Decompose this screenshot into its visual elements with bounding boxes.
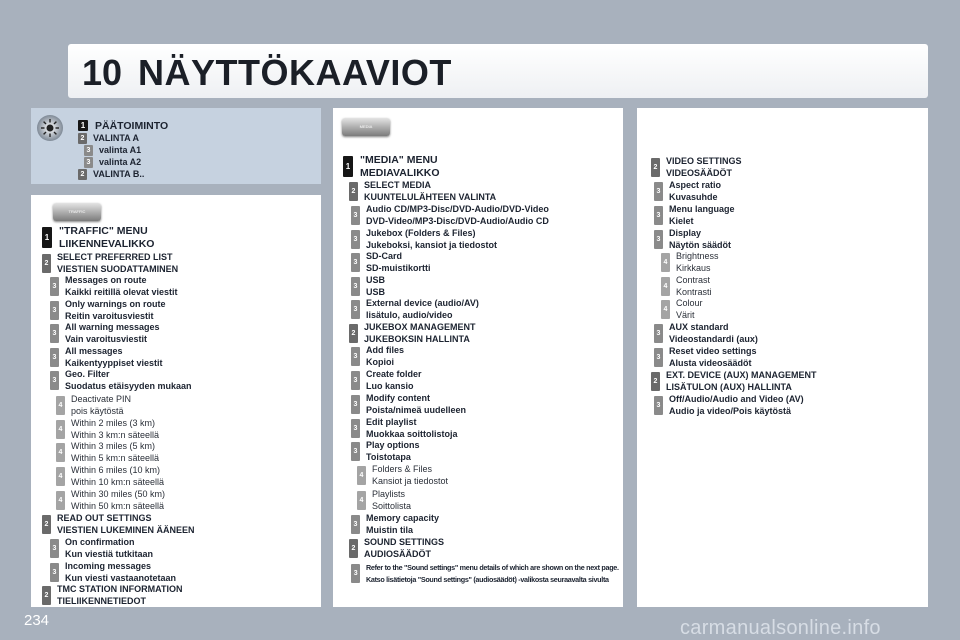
entry-line: Alusta videosäädöt	[669, 357, 752, 368]
main-functions-panel	[31, 108, 321, 184]
entry-line: pois käytöstä	[71, 405, 124, 416]
level-badge: 4	[357, 491, 366, 510]
entry-line: Within 10 km:n säteellä	[71, 476, 165, 487]
traffic-key-icon: TRAFFIC	[53, 203, 101, 221]
level-badge: 2	[42, 254, 51, 273]
level-badge: 3	[50, 563, 59, 582]
entry-line: VIDEOSÄÄDÖT	[666, 167, 733, 178]
level-badge: 3	[351, 230, 360, 249]
level-badge: 4	[661, 277, 670, 296]
level-badge: 3	[351, 206, 360, 225]
entry-line: Aspect ratio	[669, 180, 722, 190]
level-badge: 1	[343, 156, 353, 177]
level-badge: 3	[84, 157, 93, 168]
entry-line: Kontrasti	[676, 286, 712, 297]
entry-text	[366, 562, 619, 586]
entry-line: Muokkaa soittolistoja	[366, 428, 458, 439]
level-badge: 3	[50, 348, 59, 367]
entry-text	[65, 369, 192, 392]
entry-line: All warning messages	[65, 322, 160, 332]
entry-text	[65, 299, 166, 322]
entry-text	[71, 418, 159, 441]
level-badge: 3	[50, 301, 59, 320]
level-badge: 4	[56, 420, 65, 439]
entry-text	[669, 394, 804, 417]
entry-line: Videostandardi (aux)	[669, 333, 758, 344]
entry-line: Kaikentyyppiset viestit	[65, 357, 163, 368]
level-badge: 2	[42, 515, 51, 534]
entry-line: Audio ja video/Pois käytöstä	[669, 405, 792, 416]
level-badge: 2	[78, 133, 87, 144]
entry-line: Within 50 km:n säteellä	[71, 500, 165, 511]
entry-text	[366, 513, 439, 536]
entry-text	[71, 394, 131, 417]
level-badge: 3	[654, 396, 663, 415]
entry-text	[71, 441, 159, 464]
level-badge: 3	[50, 324, 59, 343]
entry-text	[366, 251, 431, 274]
level-badge: 2	[349, 324, 358, 343]
entry-line: "TRAFFIC" MENU	[59, 225, 148, 237]
entry-line: TIELIIKENNETIEDOT	[57, 595, 147, 606]
entry-line: Reitin varoitusviestit	[65, 310, 154, 321]
entry-line: Edit playlist	[366, 417, 417, 427]
entry-line: Muistin tila	[366, 524, 413, 535]
entry-line: VALINTA A	[93, 133, 139, 143]
entry-line: Colour	[676, 298, 703, 308]
level-badge: 3	[84, 145, 93, 156]
level-badge: 4	[56, 491, 65, 510]
watermark: carmanualsonline.info	[680, 617, 881, 639]
level-badge: 3	[351, 515, 360, 534]
level-badge: 3	[351, 253, 360, 272]
entry-line: "MEDIA" MENU	[360, 154, 438, 166]
entry-text	[669, 346, 757, 369]
entry-line: JUKEBOKSIN HALLINTA	[364, 333, 470, 344]
entry-line: Messages on route	[65, 275, 147, 285]
entry-text	[364, 322, 476, 345]
entry-text	[676, 298, 703, 321]
entry-line: TMC STATION INFORMATION	[57, 584, 183, 594]
level-badge: 4	[56, 443, 65, 462]
level-badge: 3	[351, 442, 360, 461]
entry-text	[366, 298, 479, 321]
entry-text	[93, 169, 144, 181]
level-badge: 3	[351, 300, 360, 319]
level-badge: 4	[661, 253, 670, 272]
entry-line: VIDEO SETTINGS	[666, 156, 742, 166]
level-badge: 2	[349, 539, 358, 558]
level-badge: 3	[50, 277, 59, 296]
entry-text	[366, 275, 385, 298]
entry-line: READ OUT SETTINGS	[57, 513, 152, 523]
entry-line: Incoming messages	[65, 561, 152, 571]
entry-text	[366, 393, 466, 416]
entry-line: Soittolista	[372, 500, 412, 511]
entry-line: Add files	[366, 345, 405, 355]
entry-line: Kopioi	[366, 356, 394, 367]
entry-line: JUKEBOX MANAGEMENT	[364, 322, 476, 332]
entry-line: Näytön säädöt	[669, 239, 732, 250]
entry-text	[669, 180, 721, 203]
entry-line: VIESTIEN SUODATTAMINEN	[57, 263, 179, 274]
entry-line: SELECT PREFERRED LIST	[57, 252, 173, 262]
entry-line: Geo. Filter	[65, 369, 110, 379]
entry-line: Jukeboksi, kansiot ja tiedostot	[366, 239, 498, 250]
sun-icon	[36, 114, 64, 142]
entry-line: valinta A1	[99, 145, 142, 155]
entry-line: SELECT MEDIA	[364, 180, 432, 190]
entry-text	[372, 464, 448, 487]
entry-text	[372, 489, 411, 512]
level-badge: 3	[50, 539, 59, 558]
entry-line: valinta A2	[99, 157, 142, 167]
entry-text	[65, 561, 176, 584]
entry-text	[65, 537, 153, 560]
page-number: 234	[24, 612, 50, 629]
level-badge: 1	[78, 120, 88, 131]
entry-text	[364, 180, 496, 203]
entry-line: MEDIAVALIKKO	[360, 166, 440, 179]
chapter-number: 10	[82, 52, 123, 93]
entry-line: Brightness	[676, 251, 719, 261]
entry-text	[669, 228, 731, 251]
entry-line: Deactivate PIN	[71, 394, 132, 404]
entry-line: Within 2 miles (3 km)	[71, 418, 156, 428]
level-badge: 3	[351, 564, 360, 583]
entry-line: VIESTIEN LUKEMINEN ÄÄNEEN	[57, 524, 195, 535]
entry-text	[366, 345, 404, 368]
level-badge: 3	[351, 347, 360, 366]
entry-text	[99, 157, 141, 169]
entry-text	[669, 204, 735, 227]
level-badge: 2	[349, 182, 358, 201]
entry-text	[95, 120, 168, 133]
entry-line: Kun viestiä tutkitaan	[65, 548, 154, 559]
level-badge: 3	[654, 348, 663, 367]
entry-line: Katso lisätietoja "Sound settings" (audiosäädöt) -valikosta seuraavalta sivulta	[366, 575, 609, 584]
entry-line: LISÄTULON (AUX) HALLINTA	[666, 381, 792, 392]
entry-text	[57, 513, 195, 536]
entry-text	[366, 204, 549, 227]
entry-line: SOUND SETTINGS	[364, 537, 445, 547]
entry-text	[669, 322, 758, 345]
entry-text	[57, 252, 178, 275]
level-badge: 3	[654, 230, 663, 249]
entry-line: Only warnings on route	[65, 299, 166, 309]
level-badge: 3	[654, 182, 663, 201]
entry-line: Within 5 km:n säteellä	[71, 452, 160, 463]
level-badge: 4	[661, 300, 670, 319]
level-badge: 3	[351, 277, 360, 296]
entry-line: Display	[669, 228, 702, 238]
entry-text	[65, 346, 163, 369]
entry-line: Within 3 km:n säteellä	[71, 429, 160, 440]
entry-line: On confirmation	[65, 537, 135, 547]
entry-line: SD-Card	[366, 251, 403, 261]
entry-text	[59, 225, 154, 250]
entry-text	[93, 133, 139, 145]
entry-line: SD-muistikortti	[366, 262, 431, 273]
entry-line: Off/Audio/Audio and Video (AV)	[669, 394, 804, 404]
entry-text	[366, 440, 420, 463]
entry-text	[366, 228, 497, 251]
entry-text	[366, 417, 458, 440]
entry-line: Within 3 miles (5 km)	[71, 441, 156, 451]
level-badge: 2	[78, 169, 87, 180]
level-badge: 2	[651, 372, 660, 391]
entry-line: PÄÄTOIMINTO	[95, 120, 169, 132]
entry-text	[666, 370, 817, 393]
level-badge: 3	[351, 371, 360, 390]
entry-line: Poista/nimeä uudelleen	[366, 404, 467, 415]
entry-line: Kaikki reitillä olevat viestit	[65, 286, 178, 297]
level-badge: 4	[357, 466, 366, 485]
entry-line: Kansiot ja tiedostot	[372, 475, 449, 486]
entry-text	[366, 369, 422, 392]
entry-line: lisätulo, audio/video	[366, 309, 453, 320]
entry-line: EXT. DEVICE (AUX) MANAGEMENT	[666, 370, 817, 380]
entry-line: Folders & Files	[372, 464, 433, 474]
entry-text	[360, 154, 440, 179]
entry-line: DVD-Video/MP3-Disc/DVD-Audio/Audio CD	[366, 215, 549, 226]
level-badge: 3	[654, 324, 663, 343]
entry-line: External device (audio/AV)	[366, 298, 479, 308]
entry-text	[364, 537, 444, 560]
level-badge: 4	[56, 396, 65, 415]
entry-line: AUX standard	[669, 322, 729, 332]
entry-text	[65, 322, 160, 345]
entry-line: Värit	[676, 309, 695, 320]
entry-line: Vain varoitusviestit	[65, 333, 148, 344]
entry-text	[99, 145, 141, 157]
entry-line: Jukebox (Folders & Files)	[366, 228, 476, 238]
entry-text	[666, 156, 742, 179]
entry-line: Within 30 miles (50 km)	[71, 489, 166, 499]
entry-line: Luo kansio	[366, 380, 414, 391]
entry-line: AUDIOSÄÄDÖT	[364, 548, 431, 559]
entry-text	[676, 251, 719, 274]
level-badge: 3	[351, 419, 360, 438]
entry-line: Kielet	[669, 215, 694, 226]
media-key-icon: MEDIA	[342, 118, 390, 136]
level-badge: 3	[351, 395, 360, 414]
level-badge: 1	[42, 227, 52, 248]
entry-text	[65, 275, 178, 298]
entry-line: Within 6 miles (10 km)	[71, 465, 161, 475]
entry-line: Audio CD/MP3-Disc/DVD-Audio/DVD-Video	[366, 204, 549, 214]
entry-line: Create folder	[366, 369, 422, 379]
entry-line: All messages	[65, 346, 123, 356]
entry-line: Contrast	[676, 275, 711, 285]
level-badge: 3	[50, 371, 59, 390]
entry-line: Playlists	[372, 489, 406, 499]
entry-line: Kun viesti vastaanotetaan	[65, 572, 177, 583]
entry-text	[71, 489, 165, 512]
entry-line: Modify content	[366, 393, 430, 403]
entry-line: Menu language	[669, 204, 735, 214]
level-badge: 2	[651, 158, 660, 177]
entry-line: Reset video settings	[669, 346, 757, 356]
entry-line: Suodatus etäisyyden mukaan	[65, 380, 192, 391]
entry-line: Kuvasuhde	[669, 191, 718, 202]
entry-line: Refer to the "Sound settings" menu details of which are shown on the next page.	[366, 563, 619, 572]
entry-text	[71, 465, 164, 488]
entry-text	[676, 275, 712, 298]
entry-line: Memory capacity	[366, 513, 440, 523]
entry-line: USB	[366, 275, 386, 285]
entry-line: LIIKENNEVALIKKO	[59, 237, 155, 250]
level-badge: 4	[56, 467, 65, 486]
entry-line: Kirkkaus	[676, 262, 711, 273]
entry-line: Play options	[366, 440, 420, 450]
entry-line: USB	[366, 286, 386, 297]
entry-line: VALINTA B..	[93, 169, 145, 179]
entry-text	[57, 584, 182, 607]
level-badge: 3	[654, 206, 663, 225]
page-title: NÄYTTÖKAAVIOT	[138, 52, 452, 93]
entry-line: Toistotapa	[366, 451, 411, 462]
level-badge: 2	[42, 586, 51, 605]
entry-line: KUUNTELULÄHTEEN VALINTA	[364, 191, 497, 202]
